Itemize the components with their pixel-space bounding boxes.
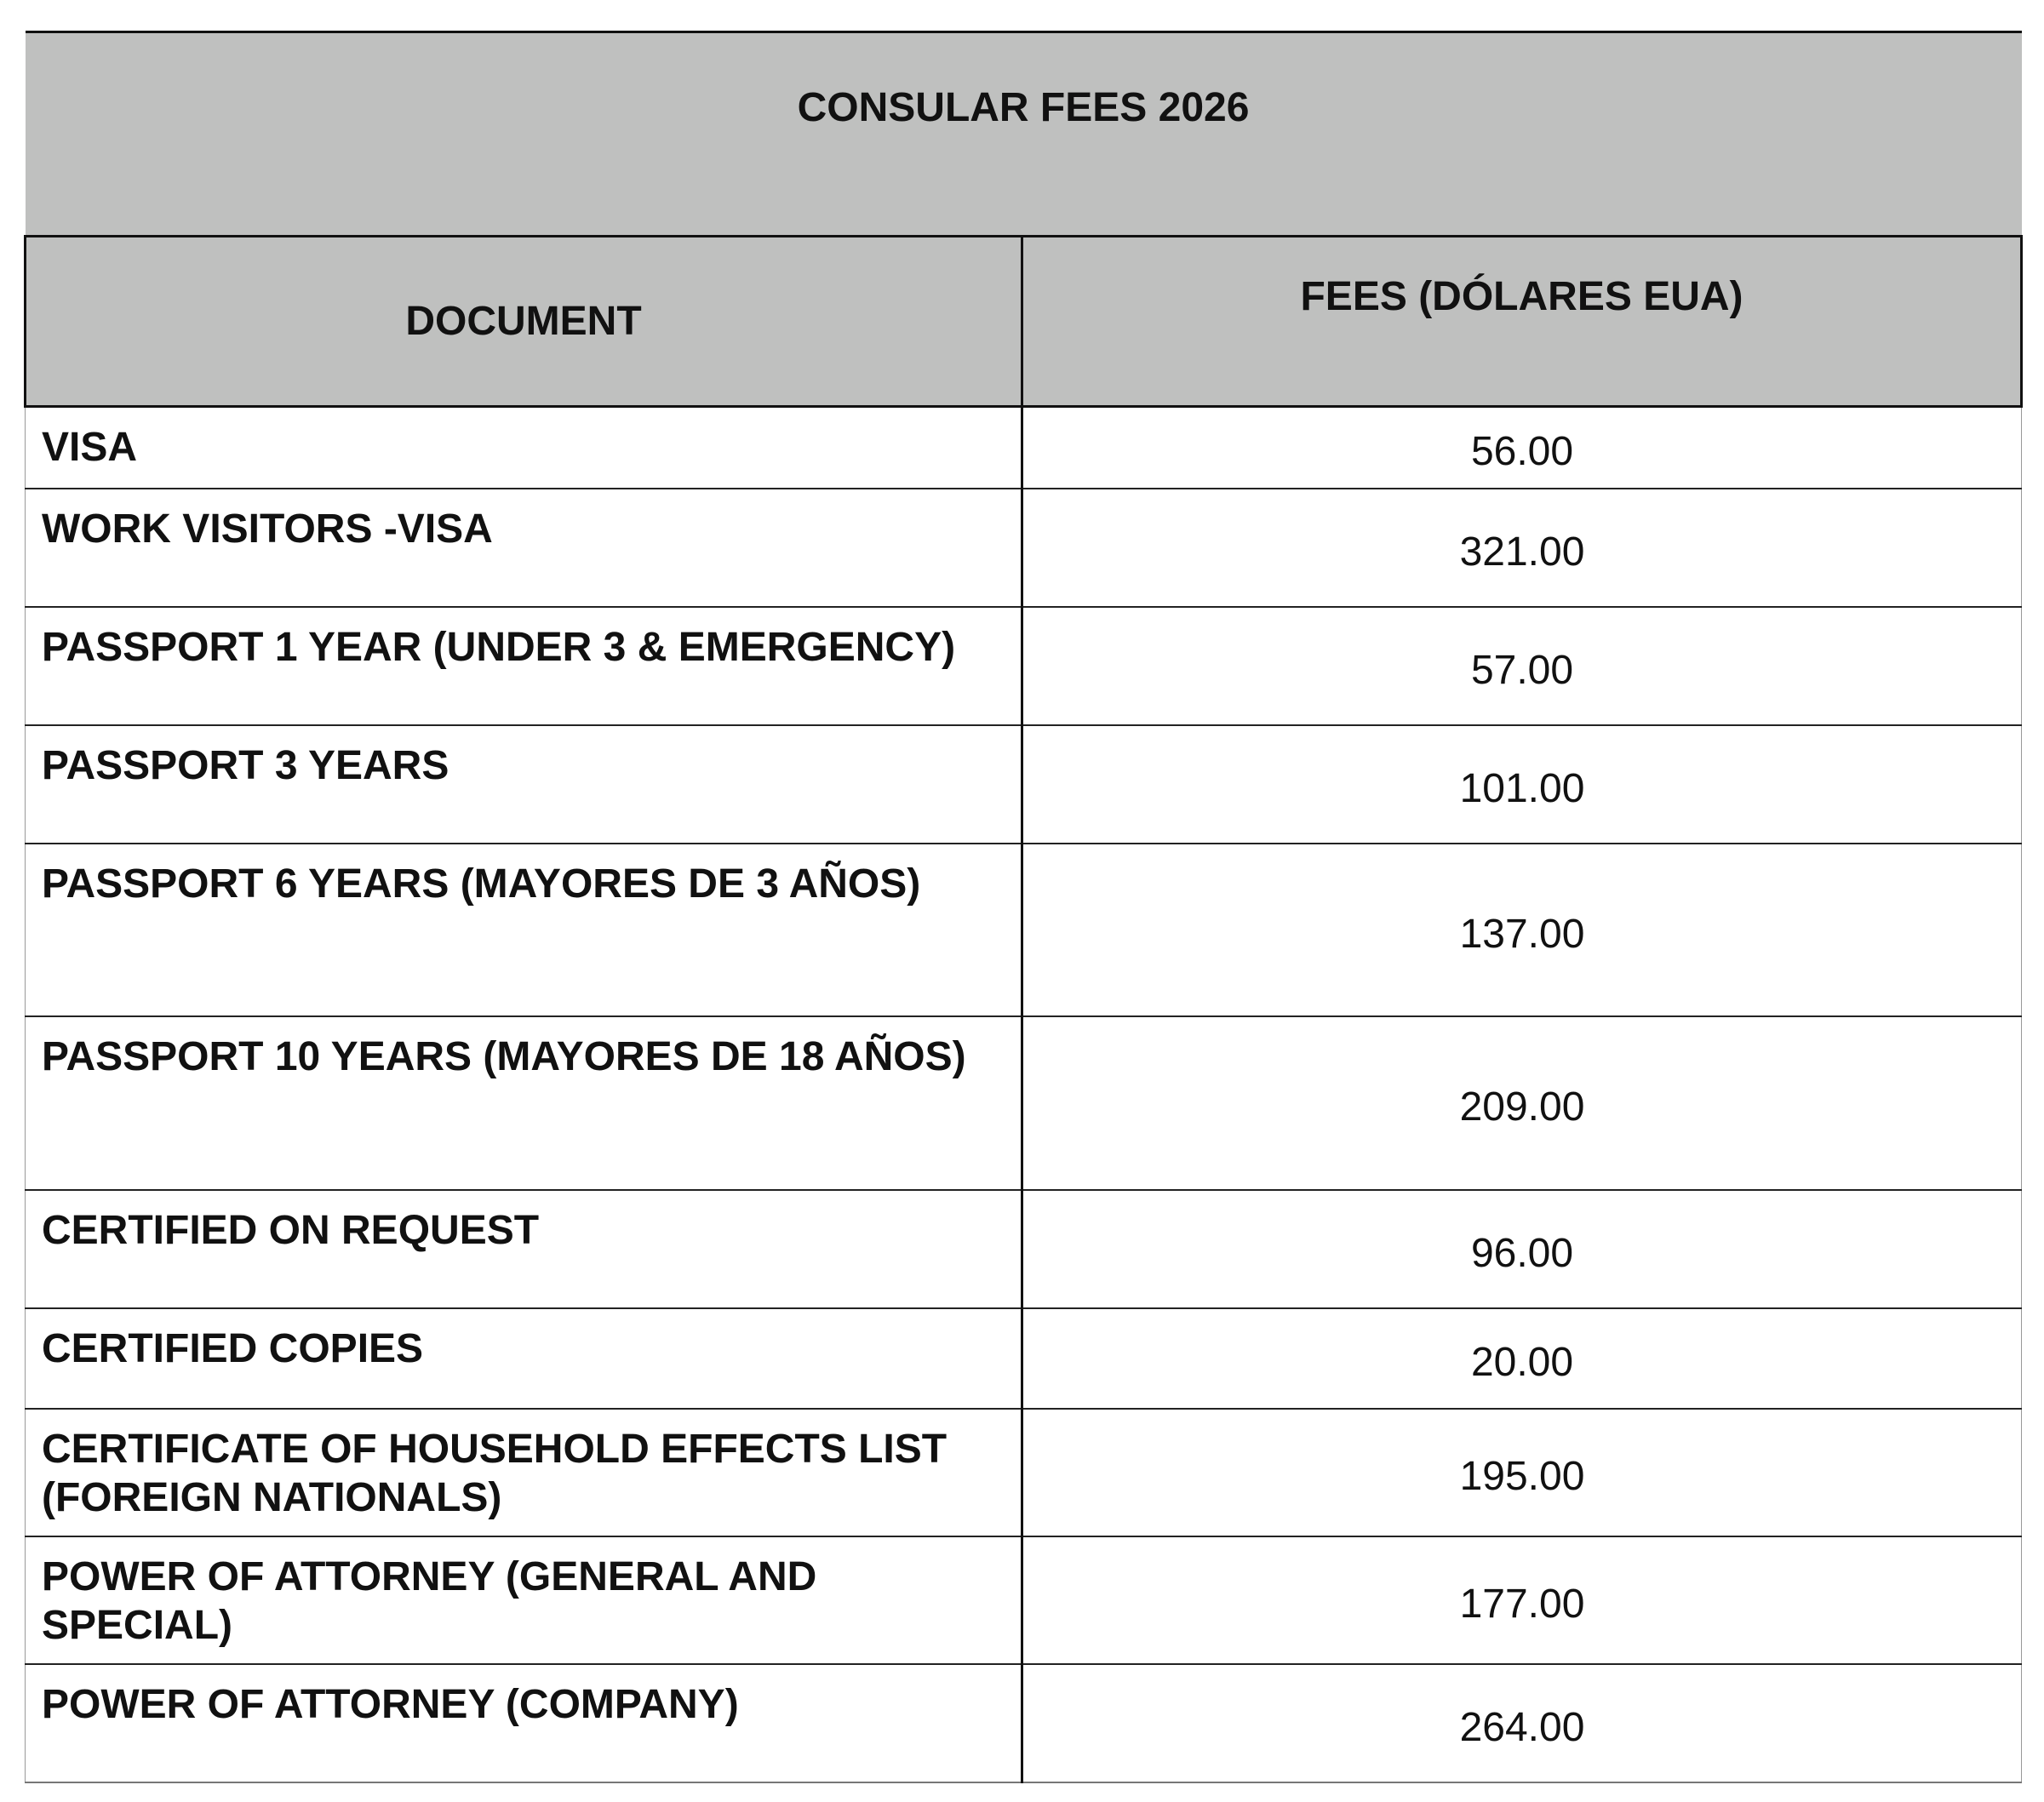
fee-cell [1022, 607, 2022, 725]
document-cell: POWER OF ATTORNEY (GENERAL AND SPECIAL) [26, 1536, 1022, 1664]
document-cell: CERTIFICATE OF HOUSEHOLD EFFECTS LIST (FOREIGN NATIONALS) [26, 1409, 1022, 1536]
fee-cell [1022, 725, 2022, 844]
fee-cell [1022, 1016, 2022, 1190]
fee-value: 264.00 [1459, 1704, 1585, 1750]
table-row [26, 1409, 2022, 1536]
title-row [26, 32, 2022, 237]
table-row [26, 407, 2022, 489]
table-row [26, 1016, 2022, 1190]
header-document [26, 237, 1022, 407]
document-cell: VISA [26, 407, 1022, 489]
document-cell: PASSPORT 3 YEARS [26, 725, 1022, 844]
document-cell: PASSPORT 1 YEAR (UNDER 3 & EMERGENCY) [26, 607, 1022, 725]
fee-cell [1022, 1308, 2022, 1409]
document-cell: PASSPORT 10 YEARS (MAYORES DE 18 AÑOS) [26, 1016, 1022, 1190]
fee-cell [1022, 1409, 2022, 1536]
table-row [26, 1190, 2022, 1308]
fee-value: 137.00 [1459, 911, 1585, 957]
table-title: CONSULAR FEES 2026 [797, 85, 1250, 130]
fee-value: 96.00 [1470, 1230, 1574, 1276]
table-row [26, 1308, 2022, 1409]
document-cell: CERTIFIED ON REQUEST [26, 1190, 1022, 1308]
table-row [26, 1664, 2022, 1782]
fee-cell [1022, 1190, 2022, 1308]
fee-value: 321.00 [1459, 529, 1585, 575]
fee-cell [1022, 1536, 2022, 1664]
header-row [26, 237, 2022, 407]
fee-cell [1022, 407, 2022, 489]
document-cell: PASSPORT 6 YEARS (MAYORES DE 3 AÑOS) [26, 844, 1022, 1016]
fee-value: 195.00 [1459, 1454, 1585, 1499]
table-row [26, 607, 2022, 725]
fee-value: 56.00 [1470, 429, 1574, 475]
header-fees-label: FEES (DÓLARES EUA) [1300, 274, 1743, 319]
document-cell: CERTIFIED COPIES [26, 1308, 1022, 1409]
table-row [26, 725, 2022, 844]
document-cell: POWER OF ATTORNEY (COMPANY) [26, 1664, 1022, 1782]
fee-value: 57.00 [1470, 647, 1574, 693]
fee-cell [1022, 489, 2022, 607]
header-document-label: DOCUMENT [405, 299, 642, 344]
table-row [26, 1536, 2022, 1664]
table-row [26, 489, 2022, 607]
table-title-cell [26, 32, 2022, 237]
fee-value: 20.00 [1470, 1340, 1574, 1385]
consular-fees-table [24, 31, 2023, 1783]
fee-cell [1022, 1664, 2022, 1782]
header-fees [1022, 237, 2022, 407]
fee-value: 101.00 [1459, 765, 1585, 811]
fee-cell [1022, 844, 2022, 1016]
table-row [26, 844, 2022, 1016]
fee-value: 209.00 [1459, 1084, 1585, 1130]
document-cell: WORK VISITORS -VISA [26, 489, 1022, 607]
fee-value: 177.00 [1459, 1582, 1585, 1627]
